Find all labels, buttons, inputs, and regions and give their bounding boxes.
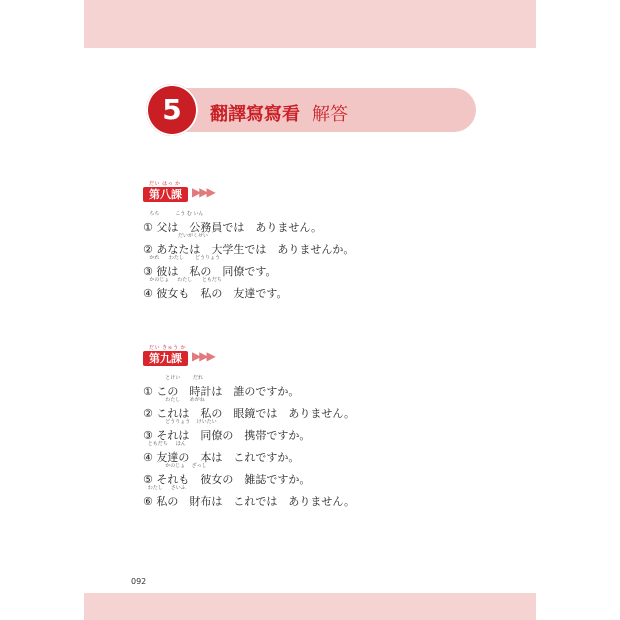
lesson-8-ruby: だい はっ か	[149, 181, 181, 187]
answer-text: ② あなたは 大学生では ありませんか。	[143, 243, 355, 256]
ruby-text: わたし さいふ	[143, 485, 186, 491]
ruby-text: かのじょ わたし ともだち	[143, 277, 222, 283]
ruby-text: かのじょ ざっし	[143, 463, 207, 469]
ruby-text: とけい だれ	[143, 375, 203, 381]
answer-text: ② これは 私の 眼鏡では ありません。	[143, 407, 356, 420]
ruby-text: どうりょう けいたい	[143, 419, 217, 425]
ruby-text: ともだち ほん	[143, 441, 186, 447]
answer-text: ③ それは 同僚の 携帯ですか。	[143, 429, 311, 442]
page-number: 092	[131, 577, 147, 586]
bottom-band	[84, 593, 536, 620]
arrow-icons: ▶▶▶	[192, 185, 214, 199]
answer-text: ④ 彼女も 私の 友達です。	[143, 287, 288, 300]
answer-text: ① この 時計は 誰のですか。	[143, 385, 300, 398]
ruby-text: かれ わたし どうりょう	[143, 255, 221, 261]
answer-text: ① 父は 公務員では ありません。	[143, 221, 323, 234]
lesson-8-label: 第八課	[143, 187, 188, 202]
answer-text: ④ 友達の 本は これですか。	[143, 451, 300, 464]
section-title: 翻譯寫寫看	[210, 104, 300, 125]
arrow-icons: ▶▶▶	[192, 349, 214, 363]
lesson-9-label: 第九課	[143, 351, 188, 366]
ruby-text: だいがくせい	[143, 233, 208, 239]
answer-text: ⑥ 私の 財布は これでは ありません。	[143, 495, 356, 508]
ruby-text: ちち こう む いん	[143, 211, 204, 217]
lesson-9-ruby: だい きゅう か	[149, 345, 187, 351]
answer-text: ⑤ それも 彼女の 雑誌ですか。	[143, 473, 311, 486]
section-number: 5	[162, 93, 182, 126]
section-subtitle: 解答	[312, 104, 348, 125]
top-band	[84, 0, 536, 48]
ruby-text: わたし めがね	[143, 397, 205, 403]
answer-text: ③ 彼は 私の 同僚です。	[143, 265, 277, 278]
